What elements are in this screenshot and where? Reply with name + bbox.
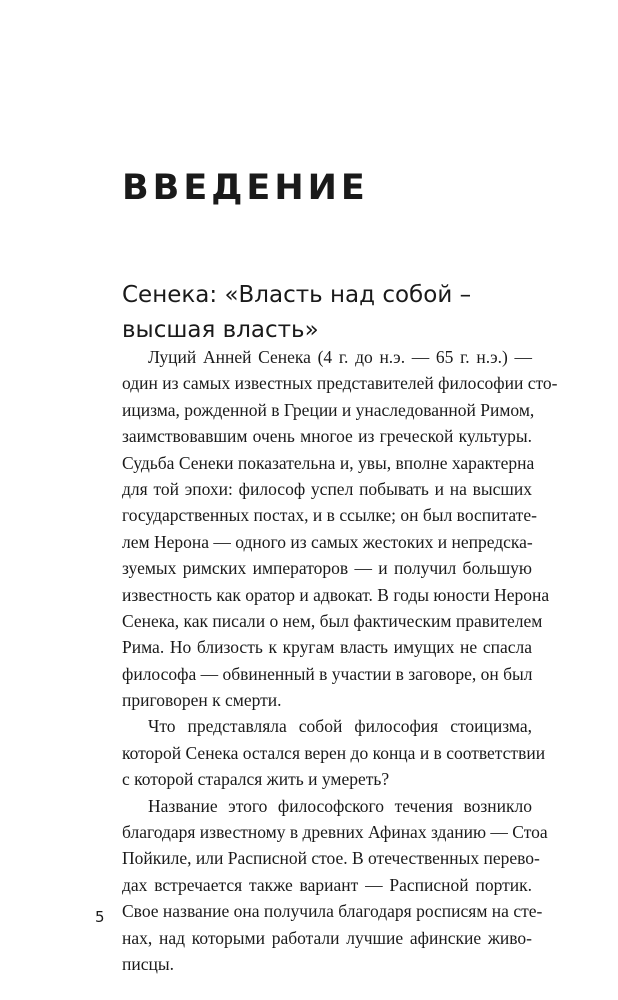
text-line: лем Нерона — одного из самых жестоких и непредска- <box>122 531 533 552</box>
text-line: которой Сенека остался верен до конца и в соответствии <box>122 742 546 763</box>
chapter-title: ВВЕДЕНИЕ <box>122 168 369 208</box>
text-line: Название этого философского течения возникло <box>148 795 532 816</box>
text-line: Что представляла собой философия стоицизма, <box>148 716 532 737</box>
section-title-line: высшая власть» <box>122 317 319 343</box>
text-line: нах, над которыми работали лучшие афинские живо- <box>122 927 532 948</box>
text-line: Рима. Но близость к кругам власть имущих не спасла <box>122 637 532 658</box>
text-line: Сенека, как писали о нем, был фактическим правителем <box>122 610 543 631</box>
text-line: ицизма, рожденной в Греции и унаследованной Римом, <box>122 399 535 420</box>
text-line: государственных постах, и в ссылке; он был воспитате- <box>122 505 537 526</box>
text-line: для той эпохи: философ успел побывать и на высших <box>122 478 532 499</box>
body-text <box>122 344 558 977</box>
text-line: Луций Анней Сенека (4 г. до н.э. — 65 г. н.э.) — <box>148 347 532 367</box>
text-line: писцы. <box>122 953 174 974</box>
text-line: Судьба Сенеки показательна и, увы, вполне характерна <box>122 452 535 473</box>
page-number: 5 <box>95 908 105 926</box>
text-line: заимствовавшим очень многое из греческой культуры. <box>122 426 532 447</box>
text-line: Пойкиле, или Расписной стое. В отечественных перево- <box>122 848 540 869</box>
section-title <box>122 278 542 348</box>
text-line: с которой старался жить и умереть? <box>122 769 390 790</box>
text-line: известность как оратор и адвокат. В годы юности Нерона <box>122 584 550 605</box>
text-line: философа — обвиненный в участии в заговоре, он был <box>122 663 533 684</box>
text-line: зуемых римских императоров — и получил большую <box>122 558 532 579</box>
text-line: дах встречается также вариант — Расписной портик. <box>122 874 532 895</box>
text-line: приговорен к смерти. <box>122 690 282 711</box>
section-title-line: Сенека: «Власть над собой – <box>122 282 472 308</box>
text-line: один из самых известных представителей философии сто- <box>122 373 558 394</box>
text-line: Свое название она получила благодаря росписям на сте- <box>122 901 543 922</box>
text-line: благодаря известному в древних Афинах зданию — Стоа <box>122 822 548 843</box>
